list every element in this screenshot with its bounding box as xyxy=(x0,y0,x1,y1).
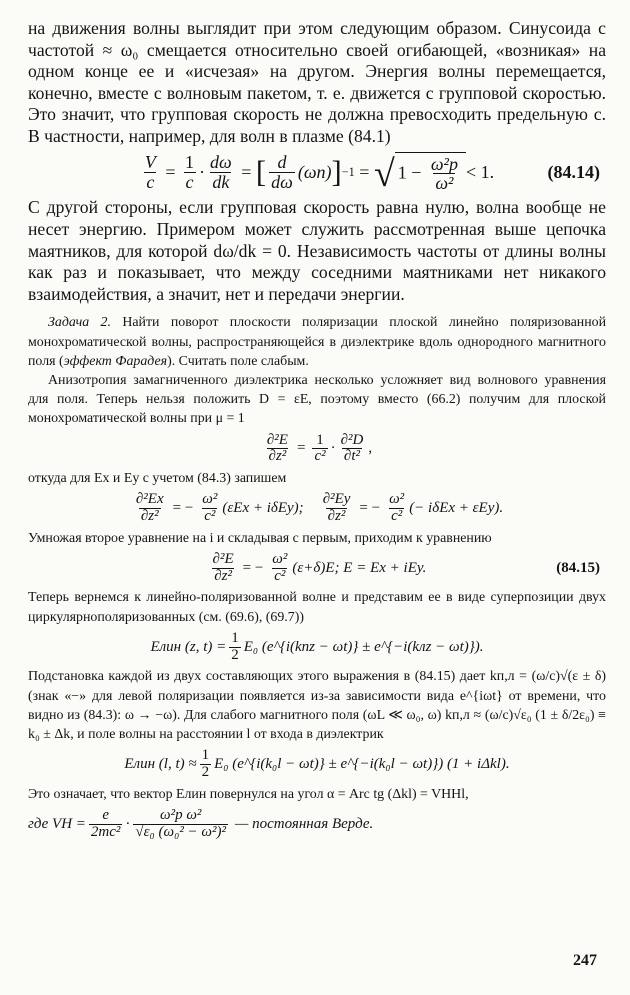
paragraph-components: откуда для Ex и Ey с учетом (84.3) запишем xyxy=(28,471,287,487)
task-end: ). Считать поле слабым. xyxy=(167,353,309,369)
page-number: 247 xyxy=(573,952,597,969)
equation-84-14: $\frac{V}{c}$ = $\frac{1}{c}$ · $\frac{d\omega}{dk}$ = [ $\frac{d}{d\omega}$ (ωn) ] −1 = √ 1 − $\frac{\text{ω²p}}{\text{ω²}}$ < 1. (84.14) xyxy=(144,152,600,195)
equation-pair: $\frac{\text{∂²Ex}}{\text{∂z²}}$ = − $\frac{\text{ω²}}{\text{c²}}$ (εEx + iδEy); $\frac{\text{∂²Ey}}{\text{∂z²}}$ = − $\frac{\text{ω²}}{\text{c²}}$ (− iδEx + εEy). xyxy=(135,491,504,524)
paragraph-anisotropy: Анизотропия замагниченного диэлектрика несколько усложняет вид волнового уравнения для поля. Теперь нельзя положить D = εE, поэтому вместо (66.2) получим для плоской монохроматической волны при μ = 1 xyxy=(28,372,606,427)
equation-verdet: где VH = $\frac{e}{\text{2mc²}}$ · $\frac{\text{ω²p ω²}}{\text{√ε₀ (ω₀² − ω²)²}}$ — постоянная Верде. xyxy=(28,806,374,840)
paragraph-substitution: Подстановка каждой из двух составляющих этого выражения в (84.15) дает kп,л = (ω/c)√(ε ± δ) (знак «−» для левой поляризации появляется из-за зависимости вида e^{iωt} от времени, что видно из (84.3): ω → −ω). Для слабого магнитного поля (ωL ≪ ω₀, ω) kп,л ≈ (ω/c)√ε₀ (1 ± δ/2ε₀) ≡ k₀ ± Δk, и поле волны на расстоянии l от входа в диэлектрик xyxy=(28,669,606,742)
paragraph-zero-velocity: С другой стороны, если групповая скорость равна нулю, волна вообще не несет энергию. Примером может служить рассмотренная выше цепочка маятников, для которой dω/dk = 0. Независимость частоты от длины волны как раз и показывает, что между соседними маятниками нет никакого взаимодействия, а значит, нет и передачи энергии. xyxy=(28,197,606,304)
task-effect: эффект Фарадея xyxy=(63,353,168,369)
task-2 xyxy=(28,313,606,371)
equation-linear-wave-l: Eлин (l, t) ≈ $\frac{1}{2}$ E₀ (e^{i(k₀l − ωt)} ± e^{−i(k₀l − ωt)}) (1 + iΔkl). xyxy=(124,747,510,780)
equation-number: (84.14) xyxy=(547,161,600,182)
paragraph-superposition: Теперь вернемся к линейно-поляризованной волне и представим ее в виде суперпозиции двух циркулярнополяризованных (см. (69.6), (69.7)) xyxy=(28,590,606,625)
paragraph-multiply: Умножая второе уравнение на i и складывая с первым, приходим к уравнению xyxy=(28,530,492,546)
task-text: Найти поворот плоскости поляризации плоской линейно поляризованной монохроматической волны, распространяющейся в диэлектрике вдоль однородного магнитного поля ( xyxy=(28,315,607,369)
paragraph-rotation: Это означает, что вектор Eлин повернулся на угол α = Arc tg (Δkl) = VHHl, xyxy=(28,786,469,802)
equation-wave: $\frac{\text{∂²E}}{\text{∂z²}}$ = $\frac{1}{\text{c²}}$ · $\frac{\text{∂²D}}{\text{∂t²}}$ , xyxy=(266,431,373,465)
equation-84-15: $\frac{\text{∂²E}}{\text{∂z²}}$ = − $\frac{\text{ω²}}{\text{c²}}$ (ε+δ)E; E = Ex + iEy. (84.15) xyxy=(212,550,600,584)
paragraph-group-velocity: на движения волны выглядит при этом следующим образом. Синусоида с частотой ≈ ω₀ смещается относительно своей огибающей, «возникая» на одном конце ее и «исчезая» на другом. Энергия волны перемещается, конечно, вместе с волновым пакетом, т. е. движется с групповой скоростью. Это значит, что групповая скорость не должна превосходить предельную c. В частности, например, для волн в плазме (84.1) xyxy=(28,18,606,146)
equation-linear-wave: Eлин (z, t) = $\frac{1}{2}$ E₀ (e^{i(kпz − ωt)} ± e^{−i(kлz − ωt)}). xyxy=(150,629,484,663)
equation-number: (84.15) xyxy=(556,559,600,576)
task-label: Задача 2. xyxy=(48,315,111,331)
